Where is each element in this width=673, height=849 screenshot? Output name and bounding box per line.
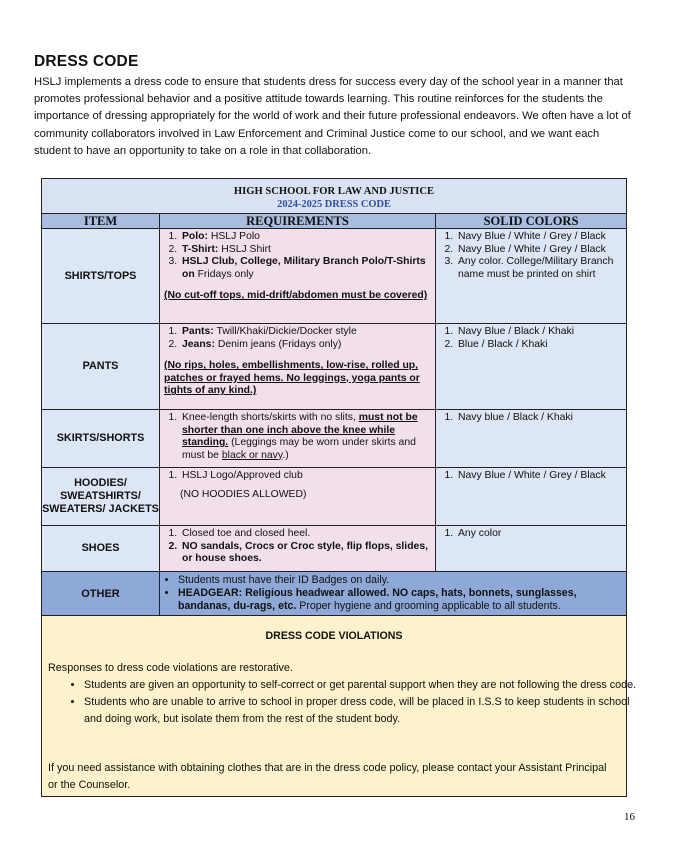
dress-code-table [41, 178, 637, 797]
violations-intro: Responses to dress code violations are restorative. [48, 662, 293, 674]
req-text: 1. Closed toe and closed heel. [180, 528, 431, 541]
hoodies-note: (NO HOODIES ALLOWED) [180, 488, 307, 500]
page-title: DRESS CODE [34, 53, 139, 70]
colors-skirts [436, 410, 627, 468]
item-skirts-shorts: SKIRTS/SHORTS [42, 410, 160, 468]
item-hoodies: HOODIES/ SWEATSHIRTS/ SWEATERS/ JACKETS [42, 468, 160, 526]
req-text: HSLJ Polo [207, 231, 260, 242]
violations-box [42, 616, 637, 797]
req-label: Jeans: [182, 338, 215, 350]
color-item: 1. Navy Blue / White / Grey / Black [456, 470, 622, 483]
color-item: 1. Navy blue / Black / Khaki [456, 412, 622, 425]
colors-hoodies [436, 468, 627, 526]
color-item: 2. Blue / Black / Khaki [456, 339, 622, 352]
req-text: HSLJ Shirt [218, 243, 271, 255]
req-text: Denim jeans (Fridays only) [214, 338, 342, 350]
intro-paragraph: HSLJ implements a dress code to ensure that students dress for success every day of the school year in a manner that promotes professional behavior and a positive attitude towards learning. This routine reinforces for the students the importance of dressing appropriately for the world of work and their future professional endeavors. We often have a lot of community collaborators involved in Law Enforcement and Criminal Justice come to our school, and we want each student to have an opportunity to take on a role in that collaboration. [34, 76, 631, 157]
violations-footer: If you need assistance with obtaining clothes that are in the dress code policy, please contact your Assistant Principal or the Counselor. [48, 762, 607, 791]
req-text: Knee-length shorts/skirts with no slits, [182, 412, 359, 423]
req-emphasis: black or navy [221, 449, 283, 461]
violations-bullet: • Students who are unable to arrive to school in proper dress code, will be placed in I.S.S to keep students in school and doing work, but isolate them from the rest of the student body. [84, 694, 644, 728]
req-text: 1. HSLJ Logo/Approved club [180, 470, 431, 483]
requirements-shirts [160, 229, 436, 324]
table-row [42, 526, 627, 572]
table-row [42, 410, 627, 468]
requirements-shoes [160, 526, 436, 572]
req-text: Twill/Khaki/Dickie/Docker style [213, 326, 357, 337]
color-item: 2. Navy Blue / White / Grey / Black [456, 244, 622, 257]
requirements-skirts [160, 410, 436, 468]
other-bullet-bold: HEADGEAR: Religious headwear allowed. NO caps, hats, bonnets, sunglasses, bandanas, du-rags, etc. [178, 586, 577, 612]
req-text: Fridays only [194, 268, 254, 280]
violations-bullet: • Students are given an opportunity to self-correct or get parental support when they are not following the dress code. [84, 677, 644, 694]
req-label: Polo: [182, 231, 208, 242]
table-row [42, 229, 627, 324]
violations-title: DRESS CODE VIOLATIONS [265, 630, 403, 642]
table-subtitle: 2024-2025 DRESS CODE [277, 198, 391, 210]
req-text: 2. NO sandals, Crocs or Croc style, flip flops, slides, or house shoes. [180, 541, 431, 566]
page-number: 16 [624, 811, 635, 823]
req-label: T-Shirt: [182, 243, 219, 255]
column-header-item: ITEM [42, 214, 160, 229]
requirements-pants [160, 324, 436, 410]
req-label: HSLJ Club, College, Military Branch Polo/T-Shirts on [182, 256, 426, 280]
color-item: 1. Navy Blue / White / Grey / Black [456, 231, 622, 244]
item-shoes: SHOES [42, 526, 160, 572]
table-title: HIGH SCHOOL FOR LAW AND JUSTICE [233, 185, 435, 197]
req-emphasis: must not be shorter than one inch above the knee while standing. [182, 412, 418, 449]
other-bullet-text: Proper hygiene and grooming applicable to all students. [296, 599, 561, 612]
item-shirts-tops: SHIRTS/TOPS [42, 229, 160, 324]
violations-list [66, 677, 644, 728]
table-row [42, 468, 627, 526]
table-row [42, 572, 627, 616]
colors-shirts [436, 229, 627, 324]
other-bullet: • Students must have their ID Badges on daily. [178, 574, 622, 587]
requirements-other [160, 572, 627, 616]
item-pants: PANTS [42, 324, 160, 410]
table-row [42, 324, 627, 410]
column-header-requirements: REQUIREMENTS [160, 214, 436, 229]
colors-shoes [436, 526, 627, 572]
item-other: OTHER [42, 572, 160, 616]
pants-note: (No rips, holes, embellishments, low-rise, rolled up, patches or frayed hems. No leggings, yoga pants or tights of any kind.) [164, 360, 420, 397]
req-text: .) [282, 449, 289, 461]
color-item: 3. Any color. College/Military Branch name must be printed on shirt [456, 256, 622, 281]
req-text: (Leggings may be worn under skirts and must be [182, 437, 416, 461]
shirts-note: (No cut-off tops, mid-drift/abdomen must be covered) [164, 290, 428, 302]
req-label: Pants: [182, 326, 214, 337]
color-item: 1. Any color [456, 528, 622, 541]
colors-pants [436, 324, 627, 410]
requirements-hoodies [160, 468, 436, 526]
color-item: 1. Navy Blue / Black / Khaki [456, 326, 622, 339]
column-header-solid-colors: SOLID COLORS [436, 214, 627, 229]
table-header [42, 179, 627, 214]
